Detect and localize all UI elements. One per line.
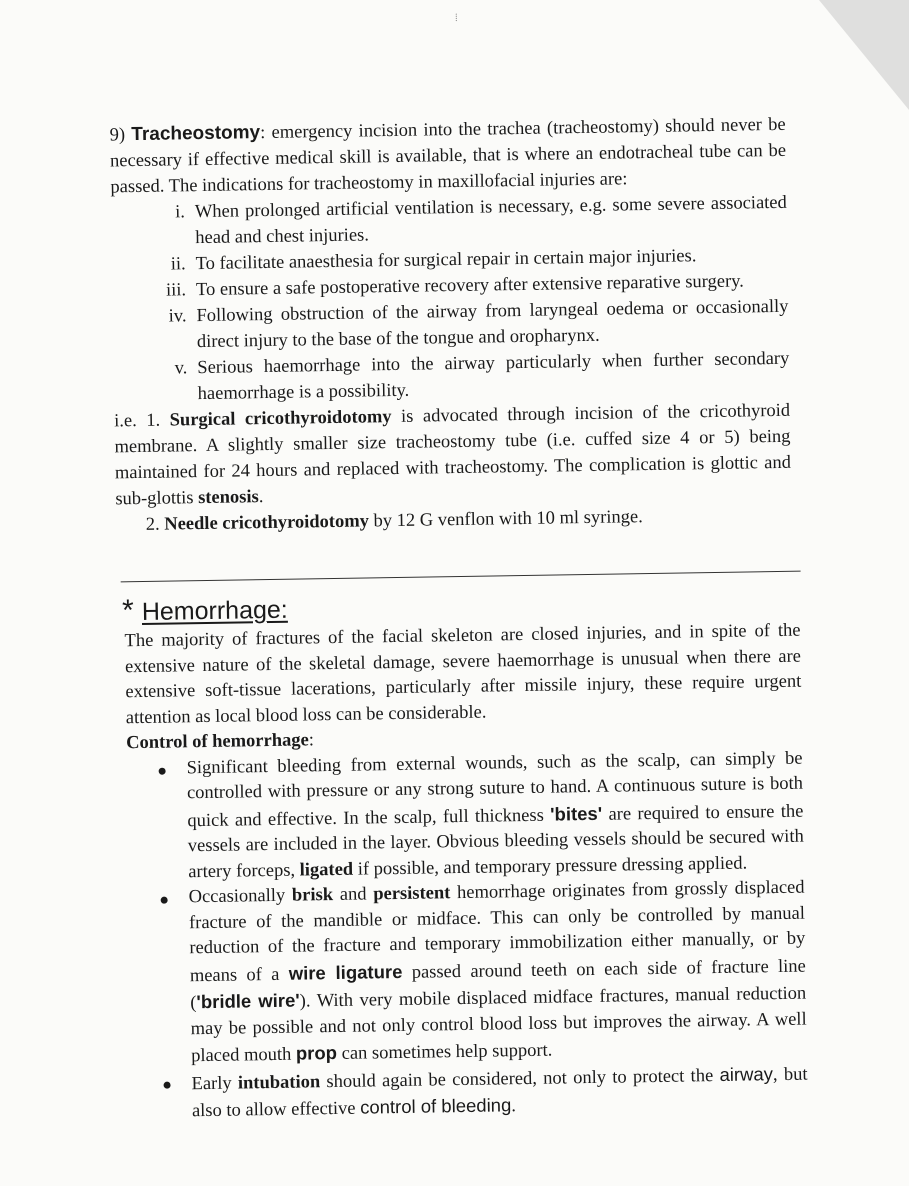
bullet-text: Significant bleeding from external wounds, such as the scalp, can simply be controlled with pressure or any strong suture to hand. A continuous suture is both quick and effective. In the scalp, full thickness [186, 748, 804, 831]
ligated-term: ligated [299, 859, 354, 881]
control-heading-text: Control of hemorrhage [126, 730, 309, 754]
section-divider [121, 571, 801, 583]
list-item-text: When prolonged artificial ventilation is necessary, e.g. some severe associated head and chest injuries. [194, 192, 787, 249]
cricothyroidotomy-paragraph [114, 398, 792, 513]
surgical-cricothyroidotomy-term: Surgical cricothyroidotomy [169, 407, 392, 431]
list-item-text: To ensure a safe postoperative recovery after extensive reparative surgery. [195, 271, 744, 301]
list-item-number: iii. [165, 280, 187, 301]
list-item-text: Following obstruction of the airway from laryngeal oedema or occasionally direct injury to the base of the tongue and oropharynx. [196, 296, 789, 353]
prop-term: prop [295, 1041, 338, 1064]
persistent-term: persistent [373, 883, 451, 905]
bullet-text: Occasionally [188, 885, 293, 908]
bullet-text: if possible, and temporary pressure dressing applied. [352, 853, 748, 880]
list-item-number: i. [174, 202, 186, 223]
list-item-number: iv. [168, 306, 187, 327]
bullet-icon [159, 767, 166, 774]
bullet-text: Early [191, 1073, 239, 1094]
ie-prefix: i.e. 1. [113, 410, 170, 432]
bullet-text: can sometimes help support. [336, 1040, 553, 1064]
list-item-text: Serious haemorrhage into the airway particularly when further secondary haemorrhage is a possibility. [197, 348, 790, 405]
section-hemorrhage [124, 619, 808, 1126]
control-bullet-list [126, 746, 808, 1126]
bullet-text: . [511, 1096, 517, 1117]
top-scan-mark: ⁞ [454, 11, 459, 25]
bullet-item [128, 876, 807, 1071]
control-heading-colon: : [308, 730, 315, 751]
hemorrhage-intro: The majority of fractures of the facial skeleton are closed injuries, and in spite of the extensive nature of the skeletal damage, severe haemorrhage is unusual when there are extensive soft-tissue lacerations, particularly after missile injury, these require urgent attention as local blood loss can be considerable. [124, 620, 802, 728]
ie-text: is advocated through incision of the cricothyroid membrane. A slightly smaller size tracheostomy tube (i.e. cuffed size 4 or 5) being maintained for 24 hours and replaced with tracheostomy. The complication is glottic and sub-glottis [114, 400, 792, 510]
bullet-text: , but also to allow effective [191, 1064, 808, 1122]
intubation-term: intubation [237, 1071, 321, 1094]
section-title: Tracheostomy [131, 122, 261, 146]
indications-list [111, 190, 790, 409]
section-intro-text: : emergency incision into the trachea (tracheostomy) should never be necessary if effective medical skill is available, that is where an endotracheal tube can be passed. The indications for tracheostomy in maxillofacial injuries are: [109, 114, 787, 198]
bullet-text: hemorrhage originates from grossly displaced fracture of the mandible or midface. This can only be controlled by manual reduction of the fracture and temporary immobilization either manually, or by means of a [188, 877, 806, 986]
bullet-text: ). With very mobile displaced midface fractures, manual reduction may be possible and not only control blood loss but improves the airway. A well placed mouth [190, 983, 807, 1067]
ie2-text: by 12 G venflon with 10 ml syringe. [368, 507, 643, 532]
bullet-text: should again be considered, not only to protect the [320, 1065, 720, 1092]
control-of-bleeding-term: control of bleeding [359, 1094, 512, 1118]
bullet-text: passed around teeth on each side of fracture line ( [190, 956, 806, 1014]
brisk-term: brisk [291, 885, 334, 906]
hemorrhage-title: Hemorrhage: [141, 595, 288, 626]
bullet-text: are required to ensure the vessels are included in the layer. Obvious bleeding vessels should be secured with artery forceps, [187, 801, 804, 882]
list-item-number: ii. [170, 254, 186, 275]
wire-ligature-term: wire ligature [288, 960, 403, 984]
section-number: 9) [109, 125, 126, 146]
bullet-text: and [332, 884, 374, 906]
needle-cricothyroidotomy-term: Needle cricothyroidotomy [164, 511, 370, 535]
list-item [113, 346, 790, 409]
tracheostomy-intro [109, 112, 786, 201]
stenosis-term: stenosis [197, 487, 259, 509]
bridle-wire-term: 'bridle wire' [196, 989, 300, 1013]
bullet-icon [164, 1081, 171, 1088]
ie-end: . [258, 487, 264, 508]
ie2-prefix: 2. [145, 514, 165, 535]
bullet-item [126, 746, 804, 886]
bites-term: 'bites' [549, 802, 603, 825]
airway-term: airway [719, 1062, 774, 1085]
bullet-item [131, 1060, 808, 1126]
asterisk-icon: * [121, 594, 135, 628]
hemorrhage-heading [122, 593, 288, 629]
section-tracheostomy [109, 112, 791, 539]
list-item-text: To facilitate anaesthesia for surgical repair in certain major injuries. [195, 246, 697, 275]
bullet-icon [161, 897, 168, 904]
list-item-number: v. [174, 358, 188, 379]
